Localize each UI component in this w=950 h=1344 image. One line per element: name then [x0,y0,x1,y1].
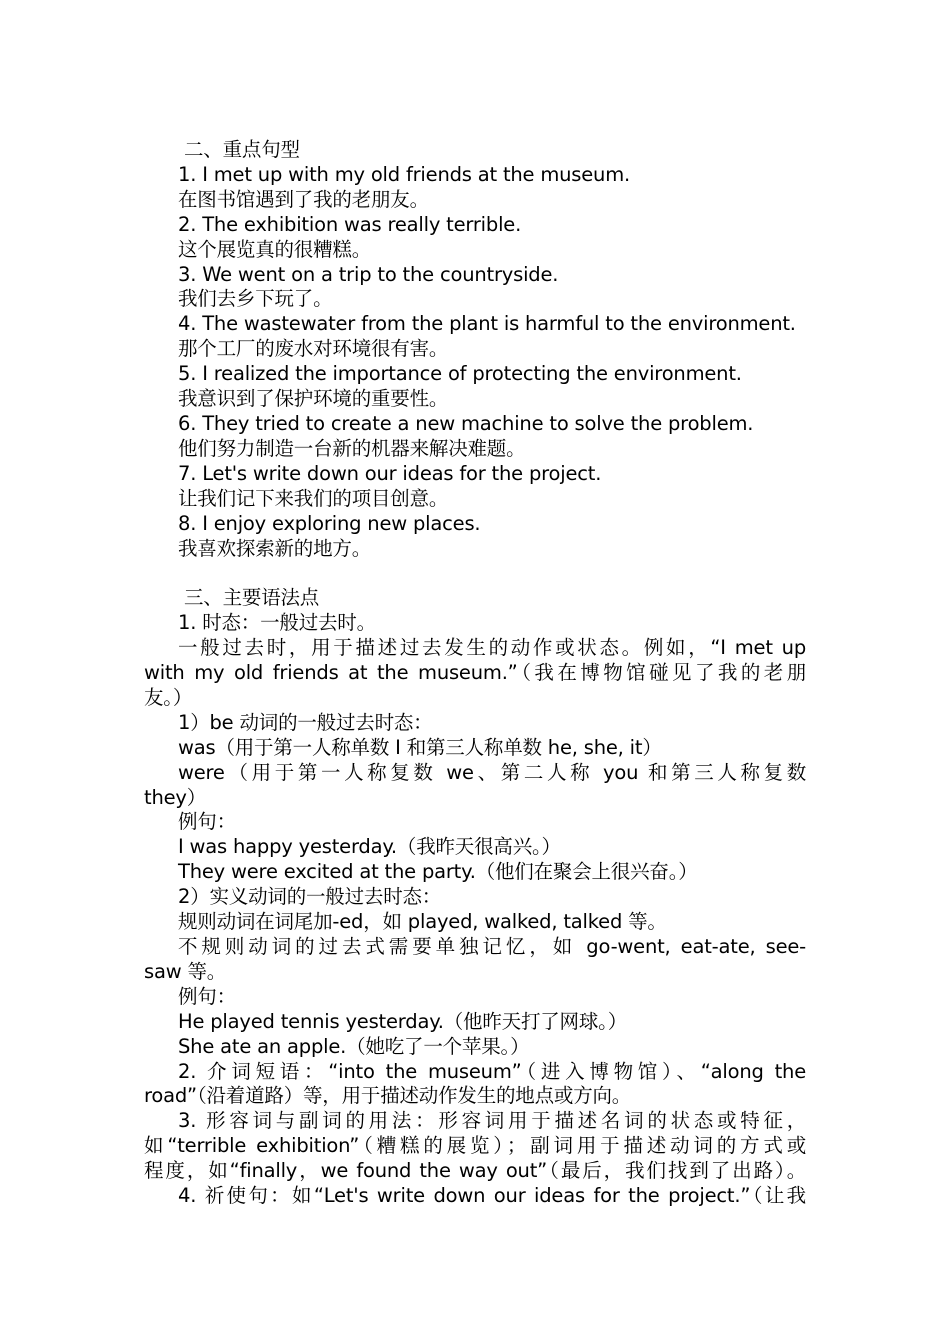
tense-description-line: with my old friends at the museum.”（我在博物馆碰见了我的老朋 [144,661,806,685]
example-label: 例句： [178,984,236,1008]
was-usage: was（用于第一人称单数 I 和第三人称单数 he, she, it） [178,735,662,759]
irregular-verb-rule: 不规则动词的过去式需要单独记忆，如 go-went, eat-ate, see- [178,934,806,958]
were-usage: they） [144,785,207,809]
sentence-zh: 让我们记下来我们的项目创意。 [178,486,449,510]
sentence-zh: 这个展览真的很糟糕。 [178,237,372,261]
section-heading-grammar: 三、主要语法点 [184,586,320,610]
sentence-zh: 我意识到了保护环境的重要性。 [178,387,449,411]
sentence-en: 1. I met up with my old friends at the museum. [178,162,631,186]
sentence-zh: 我喜欢探索新的地方。 [178,536,372,560]
sentence-en: 7. Let's write down our ideas for the project. [178,461,602,485]
adjective-adverb-point: 3. 形容词与副词的用法：形容词用于描述名词的状态或特征， [178,1109,806,1133]
section-heading-key-sentences: 二、重点句型 [184,138,300,161]
sentence-en: 5. I realized the importance of protecting the environment. [178,362,742,386]
document-page [144,138,806,1209]
tense-title: 1. 时态：一般过去时。 [178,611,376,635]
adjective-adverb-point: 程度，如“finally，we found the way out”（最后，我们找到了出路）。 [144,1159,806,1183]
example-sentence: She ate an apple.（她吃了一个苹果。） [178,1034,530,1058]
sentence-en: 6. They tried to create a new machine to solve the problem. [178,411,754,435]
example-sentence: They were excited at the party.（他们在聚会上很兴奋。） [178,860,698,884]
regular-verb-rule: 规则动词在词尾加-ed，如 played, walked, talked 等。 [178,910,667,934]
irregular-verb-rule: saw 等。 [144,959,227,983]
sentence-en: 3. We went on a trip to the countryside. [178,262,559,286]
sentence-zh: 我们去乡下玩了。 [178,287,333,311]
tense-description-line: 友。） [144,685,193,709]
sentence-zh: 那个工厂的废水对环境很有害。 [178,337,449,361]
example-label: 例句： [178,810,236,834]
sentence-zh: 在图书馆遇到了我的老朋友。 [178,187,429,211]
example-sentence: He played tennis yesterday.（他昨天打了网球。） [178,1009,628,1033]
were-usage: were（用于第一人称复数 we、第二人称 you 和第三人称复数 [178,760,806,784]
verb-title: 2）实义动词的一般过去时态： [178,885,442,909]
sentence-zh: 他们努力制造一台新的机器来解决难题。 [178,436,526,460]
prepositional-phrase-point: road”（沿着道路）等，用于描述动作发生的地点或方向。 [144,1084,632,1108]
imperative-point: 4. 祈使句：如“Let's write down our ideas for the project.”（让我 [178,1184,806,1208]
adjective-adverb-point: 如“terrible exhibition”（糟糕的展览）；副词用于描述动词的方式或 [144,1134,806,1158]
sentence-en: 4. The wastewater from the plant is harmful to the environment. [178,312,796,336]
prepositional-phrase-point: 2. 介词短语：“into the museum”（进入博物馆）、“along the [178,1059,806,1083]
sentence-en: 2. The exhibition was really terrible. [178,212,522,236]
be-verb-title: 1）be 动词的一般过去时态： [178,710,433,734]
sentence-en: 8. I enjoy exploring new places. [178,511,481,535]
example-sentence: I was happy yesterday.（我昨天很高兴。） [178,835,561,859]
blank-line [144,561,806,586]
tense-description-line: 一般过去时，用于描述过去发生的动作或状态。例如，“I met up [178,636,806,660]
